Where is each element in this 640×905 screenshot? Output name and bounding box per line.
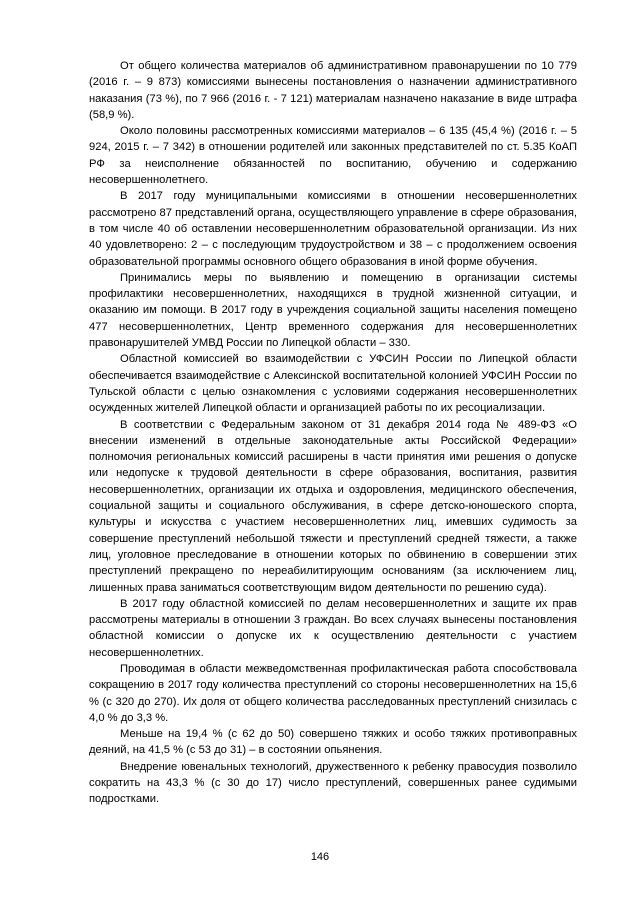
paragraph: В 2017 году областной комиссией по делам несовершеннолетних и защите их прав рассмотрены материалы в отношении 3 граждан. Во всех случаях вынесены постановления областной комиссии о допуске их к осуществлению деятельности с участием несовершеннолетних.	[89, 597, 577, 659]
paragraph: Принимались меры по выявлению и помещению в организации системы профилактики несовершеннолетних, находящихся в трудной жизненной ситуации, и оказанию им помощи. В 2017 году в учреждения социальной защиты населения помещено 477 несовершеннолетних, Центр временного содержания для несовершеннолетних правонарушителей УМВД России по Липецкой области – 330.	[89, 271, 577, 350]
page-number: 146	[310, 851, 330, 863]
paragraph: Внедрение ювенальных технологий, дружественного к ребенку правосудия позволило сократить на 43,3 % (с 30 до 17) число преступлений, совершенных ранее судимыми подростками.	[89, 760, 577, 806]
document-body	[89, 58, 577, 808]
paragraph: Проводимая в области межведомственная профилактическая работа способствовала сокращению в 2017 году количества преступлений со стороны несовершеннолетних на 15,6 % (с 320 до 270). Их доля от общего количества расследованных преступлений снизилась с 4,0 % до 3,3 %.	[89, 662, 577, 724]
paragraph: Областной комиссией во взаимодействии с УФСИН России по Липецкой области обеспечивается взаимодействие с Алексинской воспитательной колонией УФСИН России по Тульской области с целью ознакомления с условиями содержания несовершеннолетних осужденных жителей Липецкой области и организацией работы по их ресоциализации.	[89, 353, 577, 415]
paragraph: Около половины рассмотренных комиссиями материалов – 6 135 (45,4 %) (2016 г. – 5 924, 2015 г. – 7 342) в отношении родителей или законных представителей по ст. 5.35 КоАП РФ за неисполнение обязанностей по воспитанию, обучению и содержанию несовершеннолетнего.	[89, 125, 577, 187]
paragraph: В соответствии с Федеральным законом от 31 декабря 2014 года № 489-ФЗ «О внесении изменений в отдельные законодательные акты Российской Федерации» полномочия региональных комиссий расширены в части принятия ими решения о допуске или недопуске к трудовой деятельности в сфере образования, воспитания, развития несовершеннолетних, организации их отдыха и оздоровления, медицинского обеспечения, социальной защиты и социального обслуживания, в сфере детско-юношеского спорта, культуры и искусства с участием несовершеннолетних лиц, имевших судимость за совершение преступлений небольшой тяжести и преступлений средней тяжести, а также лиц, уголовное преследование в отношении которых по обвинению в совершении этих преступлений прекращено по нереабилитирующим основаниям (за исключением лиц, лишенных права заниматься соответствующим видом деятельности по решению суда).	[89, 418, 577, 594]
paragraph: Меньше на 19,4 % (с 62 до 50) совершено тяжких и особо тяжких противоправных деяний, на 41,5 % (с 53 до 31) – в состоянии опьянения.	[89, 728, 577, 757]
paragraph: От общего количества материалов об административном правонарушении по 10 779 (2016 г. – 9 873) комиссиями вынесены постановления о назначении административного наказания (73 %), по 7 966 (2016 г. - 7 121) материалам назначено наказание в виде штрафа (58,9 %).	[89, 60, 577, 121]
paragraph: В 2017 году муниципальными комиссиями в отношении несовершеннолетних рассмотрено 87 представлений органа, осуществляющего управление в сфере образования, в том числе 40 об оставлении несовершеннолетним образовательной организации. Из них 40 удовлетворено: 2 – с последующим трудоустройством и 38 – с продолжением освоения образовательной программы основного общего образования в иной форме обучения.	[89, 190, 577, 268]
